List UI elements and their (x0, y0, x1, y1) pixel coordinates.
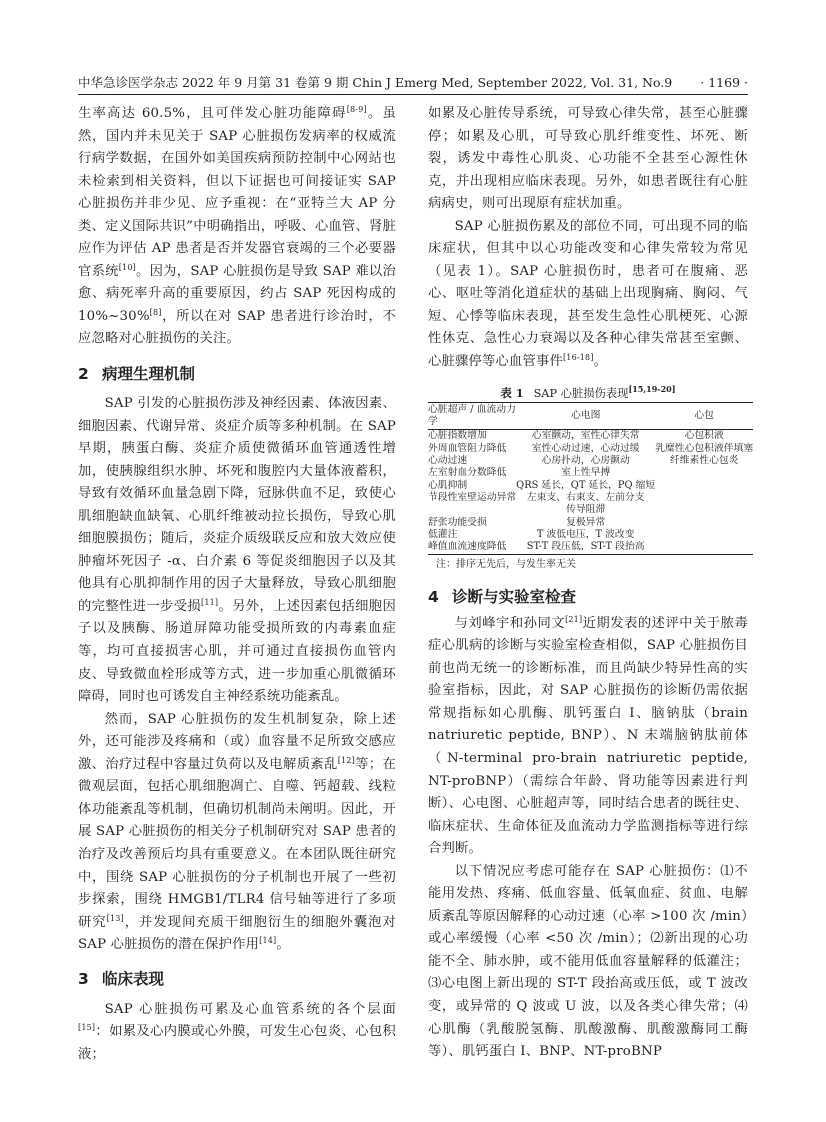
citation[interactable]: [16-18] (562, 353, 594, 363)
table-row: 低灌注 T 波低电压，T 波改变 (428, 529, 635, 540)
paragraph: 与刘峰宇和孙同文[21]近期发表的述评中关于脓毒症心肌病的诊断与实验室检查相似，SAP 心脏损伤目前也尚无统一的诊断标准，而且尚缺少特异性高的实验室指标，因此，对 SAP 心脏损伤的诊断仍需依据常规指标如心肌酶、肌钙蛋白 I、脑钠肽（brain natriuretic peptide, BNP）、N 末端脑钠肽前体（N-terminal pro-brain natriuretic peptide, NT-proBNP）（需综合年龄、肾功能等因素进行判断）、心电图、心脏超声等，同时结合患者的既往史、临床症状、生命体征及血流动力学监测指标等进行综合判断。 (428, 614, 748, 857)
section-heading: 3 临床表现 (78, 969, 165, 988)
table-row: 传导阻滞 (566, 504, 606, 516)
journal-citation: 中华急诊医学杂志 2022 年 9 月第 31 卷第 9 期 Chin J Emerg Med, September 2022, Vol. 31, No.9 (78, 75, 673, 90)
right-column (428, 103, 754, 1064)
left-column (78, 103, 396, 1066)
table-row: 左室射血分数降低 室上性早搏 (428, 467, 611, 479)
citation[interactable]: [15] (78, 1023, 96, 1033)
section-heading: 4 诊断与实验室检查 (428, 587, 577, 606)
paragraph: SAP 心脏损伤可累及心血管系统的各个层面[15]：如累及心内膜或心外膜，可发生心包炎、心包积液； (78, 1001, 396, 1062)
paragraph: 然而，SAP 心脏损伤的发生机制复杂，除上述外，还可能涉及疼痛和（或）血容量不足所致交感应激、治疗过程中容量过负荷以及电解质紊乱[12]等；在微观层面，包括心肌细胞凋亡、自噬、钙超载、线粒体功能紊乱等机制，但确切机制尚未阐明。因此，开展 SAP 心脏损伤的相关分子机制研究对 SAP 患者的治疗及改善预后均具有重要意义。在本团队既往研究中，围绕 SAP 心脏损伤的分子机制也开展了一些初步探索，围绕 HMGB1/TLR4 信号轴等进行了多项研究[13]，并发现间充质干细胞衍生的细胞外囊泡对 SAP 心脏损伤的潜在保护作用[14]。 (78, 711, 396, 953)
citation[interactable]: [14] (259, 936, 277, 946)
citation[interactable]: [8-9] (346, 105, 367, 114)
table-header-row (428, 402, 753, 430)
column-header: 心包 (694, 409, 714, 421)
page-number: · 1169 · (700, 75, 748, 90)
clinical-manifestation-table (428, 402, 753, 555)
paragraph: SAP 心脏损伤累及的部位不同，可出现不同的临床症状，但其中以心功能改变和心律失常较为常见（见表 1）。SAP 心脏损伤时，患者可在腹痛、恶心、呕吐等消化道症状的基础上出现胸痛、胸闷、气短、心悸等临床表现，甚至发生急性心肌梗死、心源性休克、急性心力衰竭以及各种心律失常甚至室颤、心脏骤停等心血管事件[16-18]。 (428, 218, 748, 370)
paragraph: 生率高达 60.5%，且可伴发心脏功能障碍[8-9]。虽然，国内并未见关于 SAP 心脏损伤发病率的权威流行病学数据，在国外如美国疾病预防控制中心网站也未检索到相关资料，但以下证据也可间接证实 SAP 心脏损伤并非少见、应予重视：在“亚特兰大 AP 分类、定义国际共识”中明确指出，呼吸、心血管、肾脏应作为评估 AP 患者是否并发器官衰竭的三个必要器官系统[10]。因为，SAP 心脏损伤是导致 SAP 难以治愈、病死率升高的重要原因，约占 SAP 死因构成的 10%~30%[8]，所以在对 SAP 患者进行诊治时，不应忽略对心脏损伤的关注。 (78, 105, 396, 347)
table-row: 峰值血流速度降低 ST-T 段压低，ST-T 段抬高 (428, 541, 753, 554)
running-header (78, 72, 748, 95)
table-caption: 表 1 SAP 心脏损伤表现[15,19-20] (500, 383, 676, 400)
citation[interactable]: [8] (149, 307, 162, 317)
citation[interactable]: [11] (201, 597, 219, 607)
section-heading: 2 病理生理机制 (78, 365, 196, 384)
table-row: 心动过速 心房扑动，心房颤动 纤维素性心包炎 (428, 454, 739, 466)
table-row: 外周血管阻力降低 室性心动过速，心动过缓 乳糜性心包积液伴填塞 (428, 442, 754, 454)
table-row: 舒张功能受损 复极异常 (428, 516, 606, 528)
paragraph: SAP 引发的心脏损伤涉及神经因素、体液因素、细胞因素、代谢异常、炎症介质等多种机制。在 SAP 早期，胰蛋白酶、炎症介质使微循环血管通透性增加，使胰腺组织水肿、坏死和腹腔内大量体液蓄积，导致有效循环血量急剧下降，冠脉供血不足，致使心肌细胞缺血缺氧、心肌纤维被动拉长损伤，导致心肌细胞膜损伤；随后，炎症介质级联反应和放大效应使肿瘤坏死因子 -α、白介素 6 等促炎细胞因子以及其他具有心肌抑制作用的因子大量释放，导致心肌细胞的完整性进一步受损[11]。另外，上述因素包括细胞因子以及胰酶、肠道屏障功能受损所致的内毒素血症等，均可直接损害心肌，并可通过直接损伤血管内皮、导致微血栓形成等方式，进一步加重心肌微循环障碍，同时也可诱发自主神经系统功能紊乱。 (78, 396, 396, 705)
paragraph: 如累及心脏传导系统，可导致心律失常，甚至心脏骤停；如累及心肌，可导致心肌纤维变性、坏死、断裂，诱发中毒性心肌炎、心功能不全甚至心源性休克，并出现相应临床表现。另外，如患者既往有心脏病病史，则可出现原有症状加重。 (428, 106, 748, 212)
citation[interactable]: [13] (106, 913, 124, 923)
table-row: 节段性室壁运动异常 左束支、右束支、左前分支 (428, 491, 645, 503)
citation[interactable]: [21] (565, 614, 583, 624)
table-note: 注：排序无先后，与发生率无关 (436, 558, 576, 570)
paragraph: 以下情况应考虑可能存在 SAP 心脏损伤：⑴不能用发热、疼痛、低血容量、低氧血症、贫血、电解质紊乱等原因解释的心动过速（心率 >100 次 /min）或心率缓慢（心率 <50 次 /min）；⑵新出现的心功能不全、肺水肿，或不能用低血容量解释的低灌注；⑶心电图上新出现的 ST-T 段抬高或压低，或 T 波改变，或异常的 Q 波或 U 波，以及各类心律失常；⑷心肌酶（乳酸脱氢酶、肌酸激酶、肌酸激酶同工酶等）、肌钙蛋白 I、BNP、NT-proBNP (428, 863, 748, 1060)
table-row: 心肌抑制 QRS 延长，QT 延长，PQ 缩短 (428, 479, 656, 491)
citation[interactable]: [12] (337, 755, 355, 765)
citation[interactable]: [15,19-20] (628, 383, 676, 394)
table-row: 心脏指数增加 心室颤动，室性心律失常 心包积液 (428, 430, 724, 442)
citation[interactable]: [10] (118, 262, 136, 272)
column-header: 心电图 (570, 409, 601, 421)
column-header: 心脏超声 / 血流动力学 (428, 403, 516, 427)
